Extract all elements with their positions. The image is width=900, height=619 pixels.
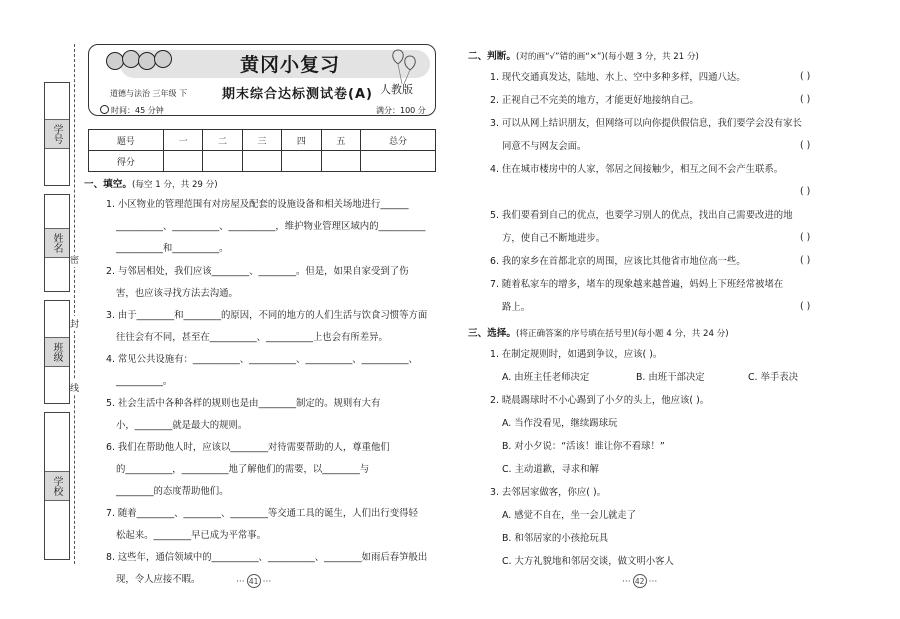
fill-line: 往往会有不同，甚至在__________、__________上也会有所差异。 — [116, 332, 388, 343]
table-cell: 二 — [203, 130, 242, 151]
binding-strip — [38, 82, 74, 560]
fill-line: 松起来。________早已成为平常事。 — [116, 530, 267, 541]
answer-paren[interactable]: ( ) — [800, 94, 811, 105]
name-label: 姓名 — [45, 228, 69, 258]
student-id-field[interactable] — [44, 82, 70, 186]
table-cell: 五 — [321, 130, 360, 151]
fill-line: 7. 随着________、________、________等交通工具的诞生，人们出行变得轻 — [106, 508, 418, 519]
fill-line: 2. 与邻居相处，我们应该________、________。但是，如果自家受到了伤 — [106, 266, 409, 277]
student-id-label: 学号 — [45, 119, 69, 149]
class-label: 班级 — [45, 337, 69, 367]
fill-line: ________的态度帮助他们。 — [116, 486, 229, 497]
section-title-choice: 三、选择。(将正确答案的序号填在括号里)(每小题 4 分，共 24 分) — [468, 328, 729, 339]
section-title-judge: 二、判断。(对的画“√”错的画“×”)(每小题 3 分，共 21 分) — [468, 51, 699, 62]
score-cell[interactable] — [203, 151, 242, 172]
judge-line: 方，使自己不断地进步。 — [502, 233, 606, 244]
choice-option[interactable]: B. 和邻居家的小孩抢玩具 — [502, 533, 609, 544]
judge-line: 3. 可以从网上结识朋友，但网络可以向你提供假信息，我们要学会没有家长 — [490, 118, 802, 129]
fill-line: 现，令人应接不暇。 — [116, 574, 201, 585]
choice-option[interactable]: C. 举手表决 — [748, 372, 799, 383]
score-cell[interactable] — [282, 151, 321, 172]
score-table-row — [89, 151, 436, 172]
table-cell: 三 — [242, 130, 281, 151]
score-cell[interactable] — [242, 151, 281, 172]
full-score: 满分：100 分 — [376, 106, 426, 115]
score-cell[interactable] — [361, 151, 436, 172]
subject-label: 道德与法治 三年级 下 — [110, 89, 188, 98]
class-field[interactable] — [44, 300, 70, 404]
exam-title: 期末综合达标测试卷(A) — [222, 87, 373, 102]
fill-line: 5. 社会生活中各种各样的规则也是由________制定的。规则有大有 — [106, 398, 381, 409]
choice-option[interactable]: C. 主动道歉，寻求和解 — [502, 464, 599, 475]
fill-line: 小，________就是最大的规则。 — [116, 420, 248, 431]
judge-line: 5. 我们要看到自己的优点，也要学习别人的优点，找出自己需要改进的地 — [490, 210, 793, 221]
choice-question: 2. 晓晨踢球时不小心踢到了小夕的头上，他应该( )。 — [490, 395, 710, 406]
judge-line: 6. 我的家乡在首都北京的周围，应该比其他省市地位高一些。 — [490, 256, 746, 267]
fill-line: 4. 常见公共设施有：__________、__________、__________、__________、 — [106, 354, 418, 365]
fold-mark-feng: 封 — [70, 316, 79, 331]
answer-paren[interactable]: ( ) — [800, 301, 811, 312]
score-cell[interactable] — [163, 151, 202, 172]
fill-line: 1. 小区物业的管理范围有对房屋及配套的设施设备和相关场地进行______ — [106, 199, 409, 210]
fill-line: __________、__________、__________，维护物业管理区域内的__________ — [116, 221, 426, 232]
page-number-right: ··· 42 ··· — [622, 574, 657, 588]
judge-line: 4. 住在城市楼房中的人家，邻居之间接触少，相互之间不会产生联系。 — [490, 164, 784, 175]
fill-line: 害，也应该寻找方法去沟通。 — [116, 288, 238, 299]
score-cell[interactable] — [321, 151, 360, 172]
clock-icon — [100, 105, 109, 114]
choice-option[interactable]: A. 由班主任老师决定 — [502, 372, 590, 383]
fold-line — [74, 44, 75, 564]
table-cell: 总分 — [361, 130, 436, 151]
children-illustration — [100, 50, 180, 80]
judge-line: 1. 现代交通真发达，陆地、水上、空中多种多样，四通八达。 — [490, 72, 746, 83]
fill-line: 8. 这些年，通信领域中的__________、__________、________如雨后春笋般出 — [106, 552, 428, 563]
section-title-fill: 一、填空。(每空 1 分，共 29 分) — [84, 179, 218, 190]
name-field[interactable] — [44, 194, 70, 292]
judge-line: 路上。 — [502, 302, 531, 313]
choice-option[interactable]: B. 对小夕说：“活该！谁让你不看球！” — [502, 441, 665, 452]
child-face-icon — [154, 50, 172, 68]
score-table — [88, 129, 436, 172]
answer-paren[interactable]: ( ) — [800, 186, 811, 197]
answer-paren[interactable]: ( ) — [800, 232, 811, 243]
school-label: 学校 — [45, 471, 69, 501]
time-limit — [100, 105, 164, 116]
fill-line: __________。 — [116, 376, 173, 387]
table-cell: 题号 — [89, 130, 164, 151]
fold-mark-mi: 密 — [70, 252, 79, 267]
fill-line: 的__________，__________地了解他们的需要，以________与 — [116, 464, 370, 475]
fill-line: 3. 由于________和________的原因，不同的地方的人们生活与饮食习惯等方面 — [106, 310, 428, 321]
school-field[interactable] — [44, 412, 70, 560]
table-cell: 四 — [282, 130, 321, 151]
table-cell: 得分 — [89, 151, 164, 172]
answer-paren[interactable]: ( ) — [800, 255, 811, 266]
page-number-left: ··· 41 ··· — [236, 574, 271, 588]
table-cell: 一 — [163, 130, 202, 151]
fold-mark-xian: 线 — [70, 380, 79, 395]
time-text: 时间：45 分钟 — [111, 106, 164, 115]
choice-question: 3. 去邻居家做客，你应( )。 — [490, 487, 606, 498]
fill-line: __________和__________。 — [116, 243, 229, 254]
choice-option[interactable]: C. 大方礼貌地和邻居交谈，做文明小客人 — [502, 556, 674, 567]
judge-line: 7. 随着私家车的增多，堵车的现象越来越普遍，妈妈上下班经常被堵在 — [490, 279, 784, 290]
edition-label: 人教版 — [380, 83, 413, 96]
choice-question: 1. 在制定规则时，如遇到争议，应该( )。 — [490, 349, 663, 360]
judge-line: 同意不与网友会面。 — [502, 141, 587, 152]
answer-paren[interactable]: ( ) — [800, 71, 811, 82]
score-table-header — [89, 130, 436, 151]
heart-balloon-icon — [388, 46, 422, 86]
judge-line: 2. 正视自己不完美的地方，才能更好地接纳自己。 — [490, 95, 699, 106]
choice-option[interactable]: A. 感觉不自在，坐一会儿就走了 — [502, 510, 637, 521]
answer-paren[interactable]: ( ) — [800, 140, 811, 151]
brand-title: 黄冈小复习 — [240, 54, 341, 76]
choice-option[interactable]: A. 当作没看见，继续踢球玩 — [502, 418, 618, 429]
choice-option[interactable]: B. 由班干部决定 — [636, 372, 705, 383]
fill-line: 6. 我们在帮助他人时，应该以________对待需要帮助的人，尊重他们 — [106, 442, 390, 453]
